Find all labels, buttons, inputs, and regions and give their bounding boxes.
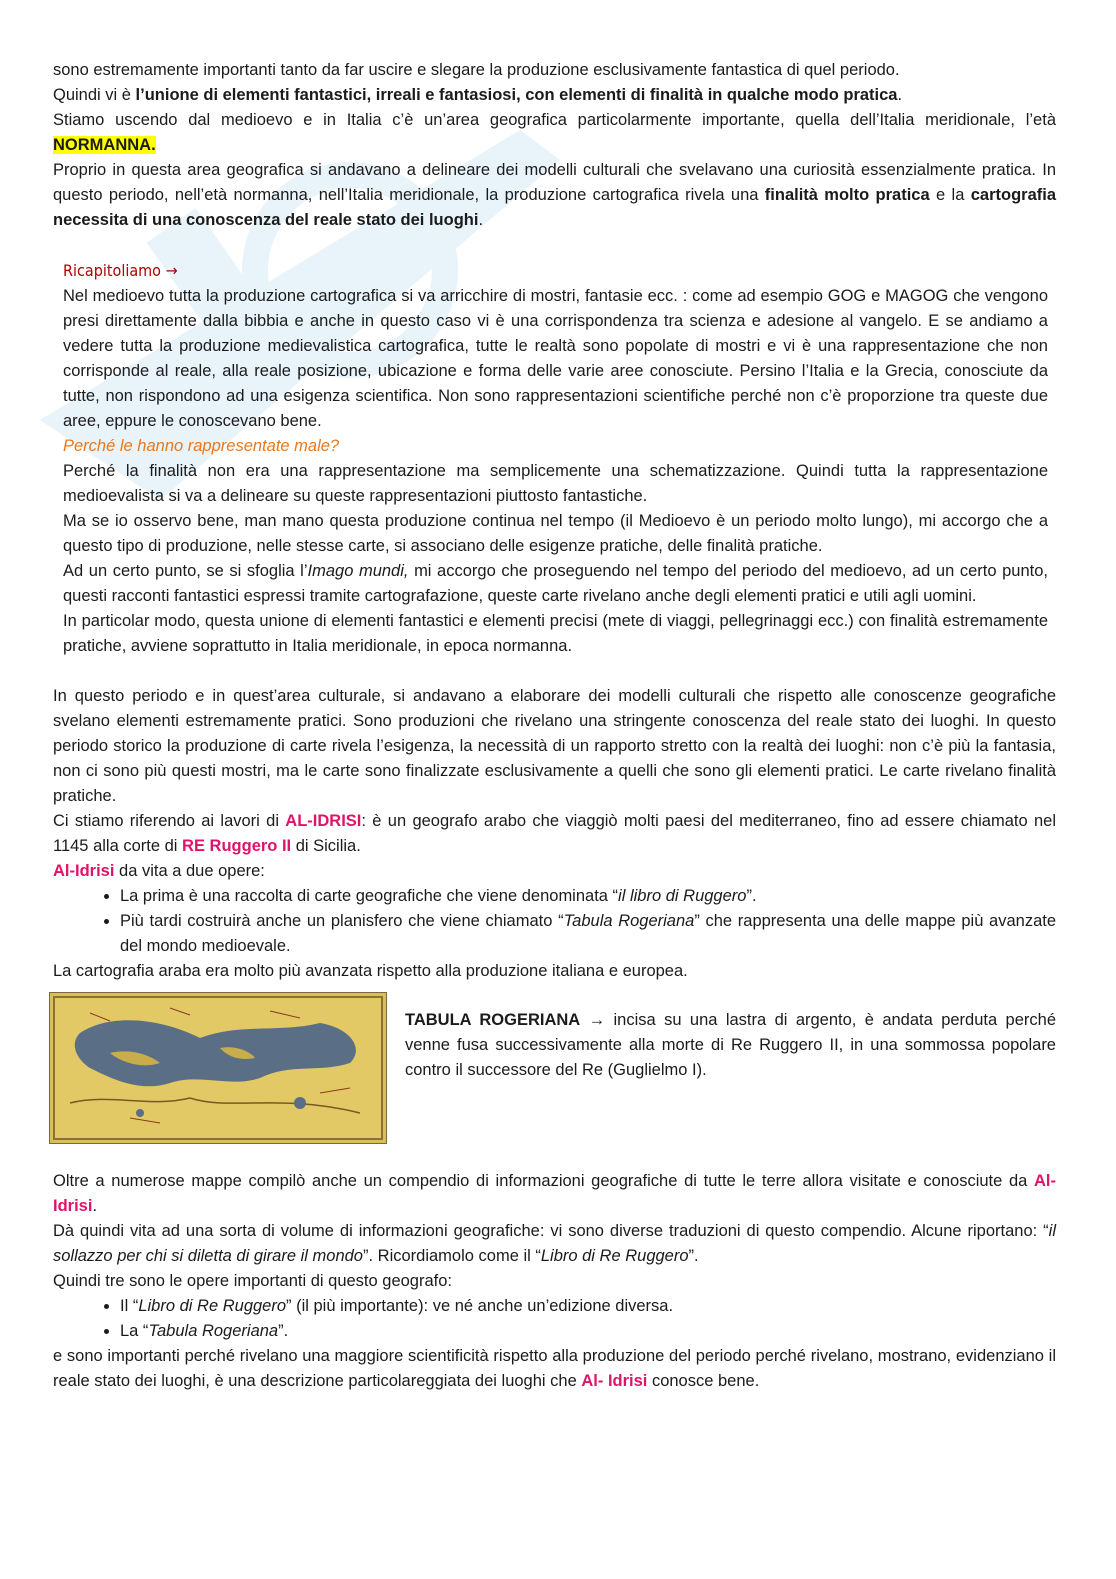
works-list <box>53 884 1056 959</box>
paragraph-11: Quindi tre sono le opere importanti di questo geografo: <box>53 1272 452 1290</box>
tabula-description <box>405 1008 1056 1083</box>
paragraph-2: Quindi vi è l’unione di elementi fantastici, irreali e fantasiosi, con elementi di finalità in qualche modo pratica. <box>53 86 903 104</box>
recap-paragraph-1: Nel medioevo tutta la produzione cartografica si va arricchire di mostri, fantasie ecc. : come ad esempio GOG e MAGOG che vengono presi direttamente dalla bibbia e anche in questo caso vi è una corrispondenza tra scienza e adesione al vangelo. E se andiamo a vedere tutta la produzione medievalistica cartografica, tutte le realtà sono popolate di mostri e vi è una rappresentazione che non corrisponde al reale, alla reale posizione, ubicazione e forma delle varie aree conosciute. Persino l’Italia e la Grecia, conosciute da tutte, non rispondono ad una esigenza scientifica. Non sono rappresentazioni scientifiche perché non c’è proporzione tra queste due aree, eppure le conoscevano bene. <box>63 287 1048 430</box>
tabula-paragraph: TABULA ROGERIANA → incisa su una lastra di argento, è andata perduta perché venne fusa successivamente alla morte di Re Ruggero II, in una sommossa popolare contro il successore del Re (Guglielmo I). <box>405 1011 1056 1079</box>
highlight-normanna: NORMANNA. <box>53 136 156 154</box>
list-item: • La “Tabula Rogeriana”. <box>120 1319 1056 1344</box>
important-works-list <box>53 1294 1056 1344</box>
paragraph-7: Al-Idrisi da vita a due opere: <box>53 862 265 880</box>
recap-paragraph-2: Perché la finalità non era una rappresentazione ma semplicemente una schematizzazione. Quindi tutta la rappresentazione medioevalista si va a delineare su queste rappresentazioni piuttosto fantastiche. <box>63 462 1048 505</box>
paragraph-3: Stiamo uscendo dal medioevo e in Italia c’è un’area geografica particolarmente importante, quella dell’Italia meridionale, l’età NORMANNA. <box>53 111 1056 154</box>
recap-question: Perché le hanno rappresentate male? <box>63 437 340 455</box>
paragraph-6: Ci stiamo riferendo ai lavori di AL-IDRISI: è un geografo arabo che viaggiò molti paesi del mediterraneo, fino ad essere chiamato nel 1145 alla corte di RE Ruggero II di Sicilia. <box>53 812 1056 855</box>
tabula-rogeriana-map-image <box>49 992 387 1144</box>
paragraph-9: Oltre a numerose mappe compilò anche un compendio di informazioni geografiche di tutte le terre allora visitate e conosciute da Al- Idrisi. <box>53 1172 1056 1215</box>
document-page <box>53 58 1056 1394</box>
paragraph-10: Dà quindi vita ad una sorta di volume di informazioni geografiche: vi sono diverse traduzioni di questo compendio. Alcune riportano: “il sollazzo per chi si diletta di girare il mondo”. Ricordiamolo come il “Libro di Re Ruggero”. <box>53 1222 1056 1265</box>
list-item: • La prima è una raccolta di carte geografiche che viene denominata “il libro di Ruggero”. <box>120 884 1056 909</box>
recap-paragraph-3: Ma se io osservo bene, man mano questa produzione continua nel tempo (il Medioevo è un periodo molto lungo), mi accorgo che a questo tipo di produzione, nelle stesse carte, si associano delle esigenze pratiche, delle finalità pratiche. <box>63 512 1048 555</box>
figure-row <box>49 992 1056 1144</box>
list-item: • Più tardi costruirà anche un planisfero che viene chiamato “Tabula Rogeriana” che rappresenta una delle mappe più avanzate del mondo medioevale. <box>120 909 1056 959</box>
recap-title: Ricapitoliamo → <box>63 261 178 280</box>
recap-paragraph-4: Ad un certo punto, se si sfoglia l’Imago mundi, mi accorgo che proseguendo nel tempo del periodo del medioevo, ad un certo punto, questi racconti fantastici espressi tramite cartografazione, queste carte rivelano anche degli elementi pratici e utili agli uomini. <box>63 562 1048 605</box>
paragraph-8: La cartografia araba era molto più avanzata rispetto alla produzione italiana e europea. <box>53 962 688 980</box>
paragraph-5: In questo periodo e in quest’area culturale, si andavano a elaborare dei modelli culturali che rispetto alle conoscenze geografiche svelano elementi estremamente pratici. Sono produzioni che rivelano una stringente conoscenza del reale stato dei luoghi. In questo periodo storico la produzione di carte rivela l’esigenza, la necessità di un rapporto stretto con la realtà dei luoghi: non c’è più la fantasia, non ci sono più questi mostri, ma le carte sono finalizzate esclusivamente a quelli che sono gli elementi pratici. Le carte rivelano finalità pratiche. <box>53 687 1056 805</box>
recap-section <box>63 258 1048 659</box>
recap-paragraph-5: In particolar modo, questa unione di elementi fantastici e elementi precisi (mete di viaggi, pellegrinaggi ecc.) con finalità estremamente pratiche, avviene soprattutto in Italia meridionale, in epoca normanna. <box>63 612 1048 655</box>
paragraph-1: sono estremamente importanti tanto da far uscire e slegare la produzione esclusivamente fantastica di quel periodo. <box>53 61 900 79</box>
paragraph-4: Proprio in questa area geografica si andavano a delineare dei modelli culturali che svelavano una curiosità essenzialmente pratica. In questo periodo, nell’età normanna, nell’Italia meridionale, la produzione cartografica rivela una finalità molto pratica e la cartografia necessita di una conoscenza del reale stato dei luoghi. <box>53 161 1056 229</box>
paragraph-12: e sono importanti perché rivelano una maggiore scientificità rispetto alla produzione del periodo perché rivelano, mostrano, evidenziano il reale stato dei luoghi, è una descrizione particolareggiata dei luoghi che Al- Idrisi conosce bene. <box>53 1347 1056 1390</box>
list-item: • Il “Libro di Re Ruggero” (il più importante): ve né anche un’edizione diversa. <box>120 1294 1056 1319</box>
